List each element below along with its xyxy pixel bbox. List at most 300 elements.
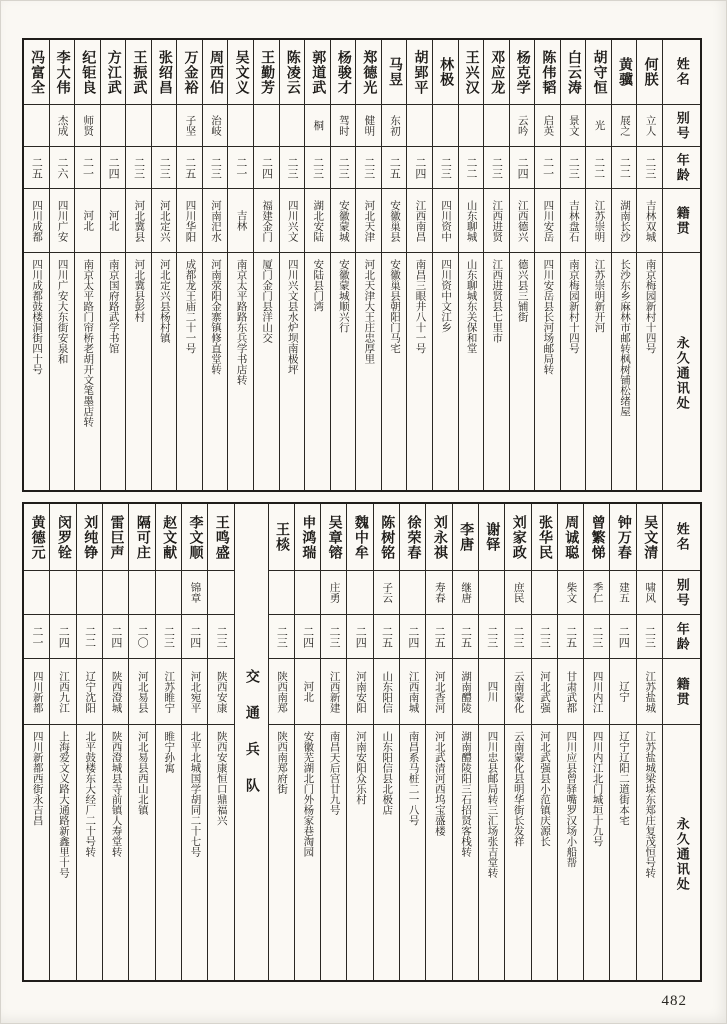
person-alias: 子坚 <box>177 104 202 146</box>
person-address: 陕西南郑府街 <box>269 724 294 980</box>
person-native: 陕西南郑 <box>269 658 294 724</box>
person-address: 长沙东乡麻林市邮转枫树铺松绪屋 <box>612 252 637 490</box>
person-name: 何朕 <box>642 57 658 87</box>
person-alias <box>400 570 425 614</box>
person-alias <box>269 570 294 614</box>
person-name: 陈树铭 <box>379 514 395 560</box>
person-column <box>584 504 610 980</box>
person-native: 四川资中 <box>433 188 458 252</box>
person-age: 二三 <box>321 614 346 658</box>
person-age: 二三 <box>305 146 330 188</box>
person-name: 谢铎 <box>484 522 500 552</box>
person-address: 四川广安大东街安泉和 <box>50 252 75 490</box>
person-native: 江西九江 <box>50 658 75 724</box>
header-label-age: 年龄 <box>663 146 700 188</box>
person-column <box>305 40 331 490</box>
person-name: 陈凌云 <box>284 49 300 95</box>
person-native: 江西进贤 <box>484 188 509 252</box>
person-native: 山东阳信 <box>374 658 399 724</box>
person-alias <box>433 104 458 146</box>
person-alias <box>208 570 233 614</box>
person-alias: 啸风 <box>637 570 662 614</box>
person-alias <box>280 104 305 146</box>
person-column <box>586 40 612 490</box>
person-native: 安徽巢县 <box>382 188 407 252</box>
person-age: 二五 <box>453 614 478 658</box>
roster-table-bottom <box>22 502 702 982</box>
person-alias: 继唐 <box>453 570 478 614</box>
person-native: 四川 <box>479 658 504 724</box>
header-label-address: 永久通讯处 <box>663 252 700 490</box>
person-alias: 驾时 <box>331 104 356 146</box>
person-native: 四川兴文 <box>280 188 305 252</box>
person-alias: 季仁 <box>584 570 609 614</box>
person-column <box>203 40 229 490</box>
person-name: 申鸿瑞 <box>300 514 316 560</box>
person-address: 南昌天后宫廿九号 <box>321 724 346 980</box>
person-native: 江西南城 <box>400 658 425 724</box>
header-label-name: 姓名 <box>674 522 690 552</box>
person-name: 王兴汉 <box>463 49 479 95</box>
person-age: 二三 <box>269 614 294 658</box>
person-age: 二四 <box>103 614 128 658</box>
person-address: 四川忠县邮局转三汇场张吉堂转 <box>479 724 504 980</box>
person-address: 北平北城国学胡同二十七号 <box>182 724 207 980</box>
person-native: 福建金门 <box>254 188 279 252</box>
person-age: 二四 <box>400 614 425 658</box>
header-label-native: 籍贯 <box>663 188 700 252</box>
person-name: 邓应龙 <box>489 49 505 95</box>
person-age: 二三 <box>156 614 181 658</box>
person-column <box>558 504 584 980</box>
person-column <box>637 40 663 490</box>
person-name: 周诚聪 <box>563 514 579 560</box>
person-alias: 杰成 <box>50 104 75 146</box>
person-column <box>484 40 510 490</box>
person-column <box>182 504 208 980</box>
person-alias: 光 <box>586 104 611 146</box>
person-column <box>75 40 101 490</box>
person-column <box>77 504 103 980</box>
person-address: 山东阳信县北极店 <box>374 724 399 980</box>
person-column <box>50 40 76 490</box>
person-column <box>510 40 536 490</box>
header-column <box>663 40 700 490</box>
person-name: 纪钜良 <box>80 49 96 95</box>
person-alias <box>24 570 49 614</box>
person-name: 王棪 <box>274 522 290 552</box>
person-column <box>129 504 155 980</box>
person-address: 河北易县西山北镇 <box>129 724 154 980</box>
person-column <box>407 40 433 490</box>
person-address: 南京国府路武学书馆 <box>101 252 126 490</box>
person-native: 安徽蒙城 <box>331 188 356 252</box>
person-column <box>208 504 234 980</box>
person-name: 吴章镕 <box>326 514 342 560</box>
person-column <box>382 40 408 490</box>
person-native: 陕西安康 <box>208 658 233 724</box>
header-column <box>663 504 700 980</box>
person-address: 江苏盐城梁垛东郑庄复茂恒号转 <box>637 724 662 980</box>
person-column <box>479 504 505 980</box>
person-age: 二五 <box>426 614 451 658</box>
person-native: 河北宛平 <box>182 658 207 724</box>
person-column <box>228 40 254 490</box>
person-native: 河北天津 <box>356 188 381 252</box>
person-native: 吉林盘石 <box>561 188 586 252</box>
person-address: 江苏崇明新开河 <box>586 252 611 490</box>
person-name: 刘家政 <box>510 514 526 560</box>
person-name: 李大伟 <box>54 49 70 95</box>
person-alias: 健明 <box>356 104 381 146</box>
person-native: 吉林双城 <box>637 188 662 252</box>
person-column <box>347 504 373 980</box>
person-native: 陕西澄城 <box>103 658 128 724</box>
person-address: 山东聊城东关保和堂 <box>459 252 484 490</box>
section-divider-column <box>235 504 269 980</box>
person-column <box>295 504 321 980</box>
person-alias <box>484 104 509 146</box>
person-address: 北平鼓楼东大经厂二十号转 <box>77 724 102 980</box>
person-alias <box>479 570 504 614</box>
person-alias <box>407 104 432 146</box>
person-alias <box>156 570 181 614</box>
person-column <box>453 504 479 980</box>
person-alias: 庄勇 <box>321 570 346 614</box>
person-alias <box>295 570 320 614</box>
person-column <box>356 40 382 490</box>
person-address: 厦门金门县洋山交 <box>254 252 279 490</box>
person-native: 江西南昌 <box>407 188 432 252</box>
person-age: 二三 <box>561 146 586 188</box>
person-column <box>152 40 178 490</box>
person-address: 河北冀县彭村 <box>126 252 151 490</box>
person-age: 二四 <box>347 614 372 658</box>
person-native: 河南安阳 <box>347 658 372 724</box>
person-address: 睢宁孙寓 <box>156 724 181 980</box>
person-age: 二四 <box>182 614 207 658</box>
person-column <box>101 40 127 490</box>
person-name: 周西伯 <box>208 49 223 95</box>
person-address: 安徽蒙城顺兴行 <box>331 252 356 490</box>
person-alias <box>347 570 372 614</box>
person-address: 上海爱文义路大通路新鑫里十号 <box>50 724 75 980</box>
person-column <box>126 40 152 490</box>
person-age: 二三 <box>484 146 509 188</box>
person-alias: 桐 <box>305 104 330 146</box>
header-label-native: 籍贯 <box>663 658 700 724</box>
person-alias: 师贤 <box>75 104 100 146</box>
person-column <box>459 40 485 490</box>
person-column <box>177 40 203 490</box>
person-column <box>280 40 306 490</box>
person-name: 隔可庄 <box>134 514 150 560</box>
person-age: 二二 <box>586 146 611 188</box>
person-name: 钟万春 <box>615 514 631 560</box>
person-column <box>331 40 357 490</box>
person-age: 二二 <box>459 146 484 188</box>
person-name: 王勤芳 <box>259 49 275 95</box>
person-address: 德兴县三铺街 <box>510 252 535 490</box>
person-native: 河北 <box>295 658 320 724</box>
person-column <box>254 40 280 490</box>
person-name: 胡守恒 <box>591 49 607 95</box>
person-native: 四川安岳 <box>535 188 560 252</box>
person-name: 闵罗铨 <box>55 514 71 560</box>
person-native: 江苏盐城 <box>637 658 662 724</box>
person-native: 江西德兴 <box>510 188 535 252</box>
person-native: 吉林 <box>228 188 253 252</box>
person-column <box>374 504 400 980</box>
person-name: 刘永祺 <box>431 514 447 560</box>
person-address: 南昌三眼井八十一号 <box>407 252 432 490</box>
person-address: 江西进贤县七里市 <box>484 252 509 490</box>
person-name: 杨骏才 <box>335 49 351 95</box>
person-age: 二三 <box>479 614 504 658</box>
person-address: 河北天津大王庄忠厚里 <box>356 252 381 490</box>
person-native: 河北香河 <box>426 658 451 724</box>
person-address: 四川应县曾驿嘴罗汉场小船帮 <box>558 724 583 980</box>
person-name: 黄德元 <box>29 514 45 560</box>
person-name: 冯富全 <box>29 49 45 95</box>
person-native: 四川新都 <box>24 658 49 724</box>
person-age: 二三 <box>280 146 305 188</box>
person-age: 二四 <box>254 146 279 188</box>
person-native: 山东聊城 <box>459 188 484 252</box>
person-age: 二三 <box>637 146 662 188</box>
person-address: 南京太平路门帘桥老胡开文笔墨店转 <box>75 252 100 490</box>
person-age: 二三 <box>433 146 458 188</box>
person-name: 陈伟韬 <box>540 49 556 95</box>
person-name: 张绍昌 <box>156 49 172 95</box>
person-age: 二〇 <box>129 614 154 658</box>
person-column <box>103 504 129 980</box>
person-address: 辽宁辽阳二道街本宅 <box>610 724 635 980</box>
person-column <box>269 504 295 980</box>
person-alias: 建五 <box>610 570 635 614</box>
person-native: 河北定兴 <box>152 188 177 252</box>
person-age: 二三 <box>505 614 530 658</box>
person-name: 郭道武 <box>310 49 326 95</box>
person-name: 胡郢平 <box>412 49 428 95</box>
person-alias <box>228 104 253 146</box>
person-name: 魏中牟 <box>352 514 368 560</box>
person-native: 甘肃武都 <box>558 658 583 724</box>
person-address: 四川兴文县水炉坝南极坪 <box>280 252 305 490</box>
person-alias: 柴文 <box>558 570 583 614</box>
person-age: 二四 <box>510 146 535 188</box>
header-label-name: 姓名 <box>674 57 690 87</box>
person-alias: 云吟 <box>510 104 535 146</box>
person-native: 河南汜水 <box>203 188 228 252</box>
header-label-alias: 别号 <box>663 570 700 614</box>
person-address: 四川内江北门城垣十九号 <box>584 724 609 980</box>
person-address: 湖南醴陵阳三石招贤客栈转 <box>453 724 478 980</box>
person-age: 二二 <box>77 614 102 658</box>
person-age: 二五 <box>382 146 407 188</box>
person-age: 二五 <box>374 614 399 658</box>
person-age: 二三 <box>356 146 381 188</box>
person-age: 二三 <box>126 146 151 188</box>
person-age: 二一 <box>75 146 100 188</box>
person-age: 二五 <box>177 146 202 188</box>
person-name: 万金裕 <box>182 49 198 95</box>
person-column <box>50 504 76 980</box>
person-alias <box>24 104 49 146</box>
person-column <box>561 40 587 490</box>
person-age: 二五 <box>558 614 583 658</box>
person-age: 二三 <box>203 146 228 188</box>
page-number: 482 <box>661 993 687 1009</box>
person-name: 李文顺 <box>187 514 203 560</box>
person-native: 四川成都 <box>24 188 49 252</box>
person-alias: 景文 <box>561 104 586 146</box>
person-column <box>433 40 459 490</box>
person-alias <box>152 104 177 146</box>
person-age: 二四 <box>610 614 635 658</box>
person-address: 河南荥阳金寨镇修直堂转 <box>203 252 228 490</box>
person-alias: 展之 <box>612 104 637 146</box>
person-name: 雷巨声 <box>108 514 124 560</box>
person-alias: 庶民 <box>505 570 530 614</box>
person-age: 二三 <box>637 614 662 658</box>
person-alias: 启英 <box>535 104 560 146</box>
person-address: 南昌系马桩二一八号 <box>400 724 425 980</box>
person-column <box>24 40 50 490</box>
person-alias <box>77 570 102 614</box>
person-age: 二二 <box>612 146 637 188</box>
person-age: 二一 <box>24 614 49 658</box>
person-name: 吴文义 <box>233 49 249 95</box>
person-name: 徐荣春 <box>405 514 421 560</box>
person-address: 河北武强县小范镇庆源长 <box>532 724 557 980</box>
person-native: 四川内江 <box>584 658 609 724</box>
person-address: 云南蒙化县明华街长发祥 <box>505 724 530 980</box>
person-address: 河北定兴县杨村镇 <box>152 252 177 490</box>
header-label-alias: 别号 <box>663 104 700 146</box>
person-alias: 子云 <box>374 570 399 614</box>
person-native: 云南蒙化 <box>505 658 530 724</box>
person-column <box>156 504 182 980</box>
person-name: 李唐 <box>458 522 474 552</box>
person-native: 河北 <box>75 188 100 252</box>
person-name: 吴文清 <box>642 514 658 560</box>
person-age: 二五 <box>24 146 49 188</box>
person-age: 二一 <box>228 146 253 188</box>
person-alias <box>103 570 128 614</box>
person-column <box>612 40 638 490</box>
person-alias: 立人 <box>637 104 662 146</box>
person-address: 河南安阳众乐村 <box>347 724 372 980</box>
person-column <box>505 504 531 980</box>
person-alias: 锦章 <box>182 570 207 614</box>
person-name: 黄骥 <box>617 57 632 87</box>
person-address: 四川资中文江乡 <box>433 252 458 490</box>
person-column <box>321 504 347 980</box>
person-alias <box>459 104 484 146</box>
person-address: 陕西安康恒口鼎福兴 <box>208 724 233 980</box>
person-alias <box>50 570 75 614</box>
person-age: 二六 <box>50 146 75 188</box>
person-name: 王振武 <box>131 49 147 95</box>
person-native: 辽宁 <box>610 658 635 724</box>
person-address: 安徽巢县朝阳门马宅 <box>382 252 407 490</box>
person-age: 二四 <box>407 146 432 188</box>
person-name: 张华民 <box>537 514 552 560</box>
person-alias <box>126 104 151 146</box>
person-alias <box>129 570 154 614</box>
person-column <box>637 504 663 980</box>
person-column <box>532 504 558 980</box>
person-address: 河北武清河西坞宝盛楼 <box>426 724 451 980</box>
person-native: 河北易县 <box>129 658 154 724</box>
person-name: 林极 <box>438 57 454 87</box>
person-address: 安徽芜湖北门外杨家巷淘园 <box>295 724 320 980</box>
person-address: 四川安岳县长河场邮局转 <box>535 252 560 490</box>
person-age: 二四 <box>50 614 75 658</box>
person-address: 安陆县门湾 <box>305 252 330 490</box>
section-divider-label: 交通兵队 <box>243 669 259 815</box>
person-address: 南京梅园新村十四号 <box>637 252 662 490</box>
person-address: 南京太平路路东兵学书店转 <box>228 252 253 490</box>
person-age: 二三 <box>584 614 609 658</box>
person-native: 江苏睢宁 <box>156 658 181 724</box>
person-address: 南京梅园新村十四号 <box>561 252 586 490</box>
person-name: 方江武 <box>105 49 121 95</box>
person-alias: 治岐 <box>203 104 228 146</box>
person-native: 四川华阳 <box>177 188 202 252</box>
person-native: 湖北安陆 <box>305 188 330 252</box>
person-age: 二一 <box>535 146 560 188</box>
person-native: 四川广安 <box>50 188 75 252</box>
person-address: 成都龙王庙二十一号 <box>177 252 202 490</box>
person-native: 河北武强 <box>532 658 557 724</box>
person-name: 白云涛 <box>565 49 581 95</box>
person-name: 杨克学 <box>514 49 530 95</box>
person-address: 四川新都西街永吉昌 <box>24 724 49 980</box>
person-age: 二三 <box>331 146 356 188</box>
person-native: 湖南醴陵 <box>453 658 478 724</box>
header-label-age: 年龄 <box>663 614 700 658</box>
person-column <box>400 504 426 980</box>
person-alias <box>254 104 279 146</box>
person-native: 河北 <box>101 188 126 252</box>
person-native: 湖南长沙 <box>612 188 637 252</box>
person-address: 四川成都鼓楼洞街四十号 <box>24 252 49 490</box>
header-label-address: 永久通讯处 <box>663 724 700 980</box>
person-native: 江苏崇明 <box>586 188 611 252</box>
person-column <box>610 504 636 980</box>
person-column <box>535 40 561 490</box>
person-address: 陕西澄城县寺前镇人寿堂转 <box>103 724 128 980</box>
roster-table-top <box>22 38 702 492</box>
person-alias: 东初 <box>382 104 407 146</box>
person-age: 二三 <box>532 614 557 658</box>
person-age: 二三 <box>208 614 233 658</box>
person-name: 刘纯铮 <box>82 514 98 560</box>
person-alias: 寿春 <box>426 570 451 614</box>
person-name: 赵文献 <box>161 514 177 560</box>
person-column <box>24 504 50 980</box>
person-age: 二四 <box>101 146 126 188</box>
person-alias <box>101 104 126 146</box>
person-name: 王鸣盛 <box>213 514 229 560</box>
person-alias <box>532 570 557 614</box>
person-native: 河北冀县 <box>126 188 151 252</box>
person-name: 郑德光 <box>361 49 377 95</box>
person-age: 二四 <box>295 614 320 658</box>
person-native: 江西新建 <box>321 658 346 724</box>
